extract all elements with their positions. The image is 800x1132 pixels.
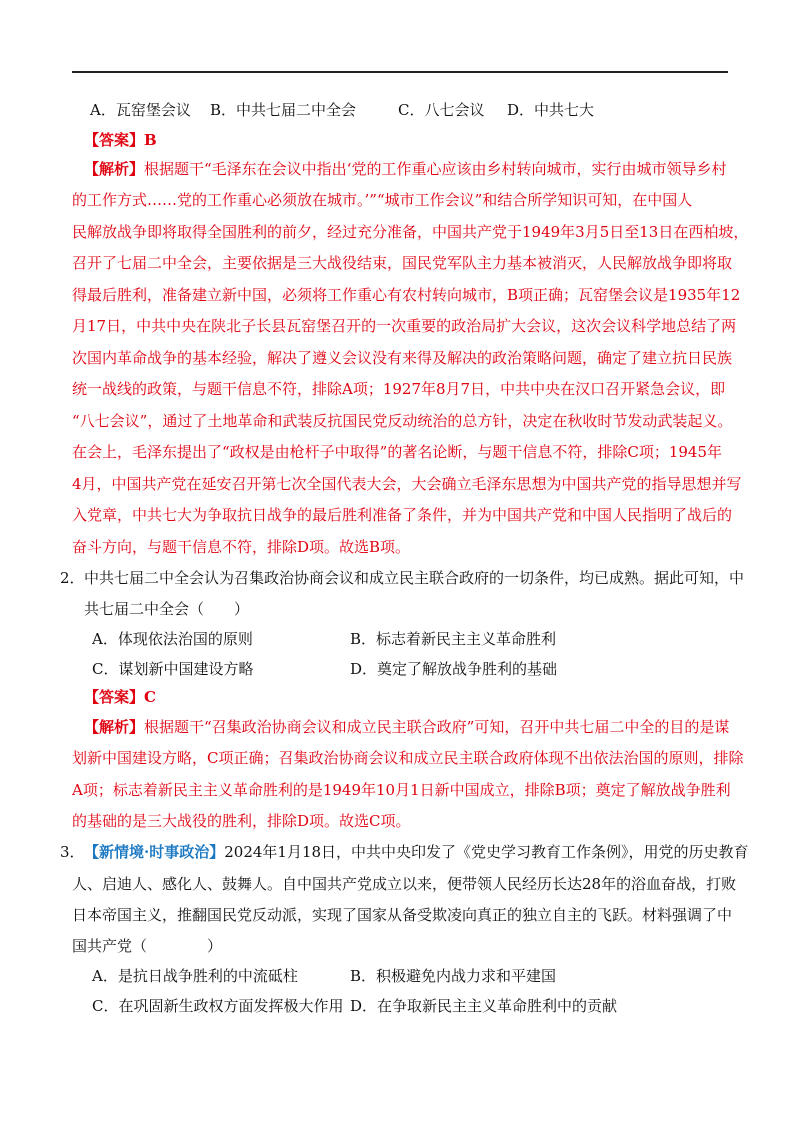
q3-option-a: A．是抗日战争胜利的中流砥柱 <box>92 967 298 985</box>
q2-answer: 【答案】C <box>84 688 156 706</box>
q1-analysis-line: 的工作方式……党的工作重心必须放在城市。’”“城市工作会议”和结合所学知识可知，在中国人 <box>72 191 693 209</box>
q1-answer: 【答案】B <box>84 131 157 149</box>
q1-analysis-line: 民解放战争即将取得全国胜利的前夕，经过充分准备，中国共产党于1949年3月5日至13日在西柏坡， <box>72 223 749 241</box>
q1-analysis-line: 奋斗方向，与题干信息不符，排除D项。故选B项。 <box>72 538 411 556</box>
q1-option-b: B．中共七届二中全会 <box>210 101 357 119</box>
q2-number: 2． <box>60 569 85 587</box>
q1-option-a: A．瓦窑堡会议 <box>90 101 191 119</box>
q3-option-d: D．在争取新民主主义革命胜利中的贡献 <box>350 997 618 1015</box>
q3-stem-line: 人、启迪人、感化人、鼓舞人。自中国共产党成立以来，便带领人民经历长达28年的浴血奋战，打败 <box>72 875 737 893</box>
q2-option-a: A．体现依法治国的原则 <box>92 630 253 648</box>
q2-analysis-line: 的基础的是三大战役的胜利，排除D项。故选C项。 <box>72 812 411 830</box>
q1-analysis-line: 月17日，中共中央在陕北子长县瓦窑堡召开的一次重要的政治局扩大会议，这次会议科学地总结了两 <box>72 317 737 335</box>
q2-analysis-line: 划新中国建设方略，C项正确；召集政治协商会议和成立民主联合政府体现不出依法治国的原则，排除 <box>72 749 744 767</box>
q2-analysis-line: A项；标志着新民主主义革命胜利的是1949年10月1日新中国成立，排除B项；奠定了解放战争胜利 <box>72 781 731 799</box>
q2-stem-line: 中共七届二中全会认为召集政治协商会议和成立民主联合政府的一切条件，均已成熟。据此可知，中 <box>84 569 745 587</box>
q1-analysis-line <box>84 159 726 179</box>
q1-analysis-text: 根据题干“毛泽东在会议中指出‘党的工作重心应该由乡村转向城市，实行由城市领导乡村 <box>144 160 727 178</box>
q3-stem-text: 2024年1月18日，中共中央印发了《党史学习教育工作条例》，用党的历史教育 <box>224 843 749 861</box>
q2-analysis-line <box>84 717 729 737</box>
q2-stem-line: 共七届二中全会（ ） <box>84 600 250 618</box>
q1-analysis-line: 次国内革命战争的基本经验，解决了遵义会议没有来得及解决的政治策略问题，确定了建立抗日民族 <box>72 349 733 367</box>
q1-analysis-line: 在会上，毛泽东提出了“政权是由枪杆子中取得”的著名论断，与题干信息不符，排除C项；1945年 <box>72 443 722 461</box>
q1-option-c: C．八七会议 <box>398 101 485 119</box>
q1-analysis-line: 统一战线的政策，与题干信息不符，排除A项；1927年8月7日，中共中央在汉口召开紧急会议，即 <box>72 380 726 398</box>
q2-option-b: B．标志着新民主主义革命胜利 <box>350 630 557 648</box>
q2-analysis-label: 【解析】 <box>84 718 145 736</box>
header-rule <box>72 71 728 73</box>
q1-analysis-line: 召开了七届二中全会，主要依据是三大战役结束，国民党军队主力基本被消灭，人民解放战争即将取 <box>72 254 733 272</box>
q1-analysis-line: 入党章，中共七大为争取抗日战争的最后胜利准备了条件，并为中国共产党和中国人民指明了战后的 <box>72 506 733 524</box>
q3-stem-line: 国共产党（ ） <box>72 937 223 955</box>
q2-option-d: D．奠定了解放战争胜利的基础 <box>350 660 558 678</box>
q1-option-d: D．中共七大 <box>507 101 595 119</box>
q3-tag: 【新情境·时事政治】 <box>84 843 225 861</box>
q3-stem-line <box>84 842 749 862</box>
q1-analysis-line: 4月，中国共产党在延安召开第七次全国代表大会，大会确立毛泽东思想为中国共产党的指导思想并写 <box>72 475 742 493</box>
q2-analysis-text: 根据题干“召集政治协商会议和成立民主联合政府”可知，召开中共七届二中全的目的是谋 <box>144 718 730 736</box>
q3-stem-line: 日本帝国主义，推翻国民党反动派，实现了国家从备受欺凌向真正的独立自主的飞跃。材料强调了中 <box>72 906 733 924</box>
q2-option-c: C．谋划新中国建设方略 <box>92 660 254 678</box>
q3-option-c: C．在巩固新生政权方面发挥极大作用 <box>92 997 344 1015</box>
q1-analysis-label: 【解析】 <box>84 160 145 178</box>
q1-analysis-line: 得最后胜利，准备建立新中国，必须将工作重心有农村转向城市，B项正确；瓦窑堡会议是1935年12 <box>72 286 741 304</box>
q1-analysis-line: “八七会议”，通过了土地革命和武装反抗国民党反动统治的总方针，决定在秋收时节发动武装起义。 <box>72 412 733 430</box>
q3-number: 3． <box>60 843 85 861</box>
q3-option-b: B．积极避免内战力求和平建国 <box>350 967 557 985</box>
